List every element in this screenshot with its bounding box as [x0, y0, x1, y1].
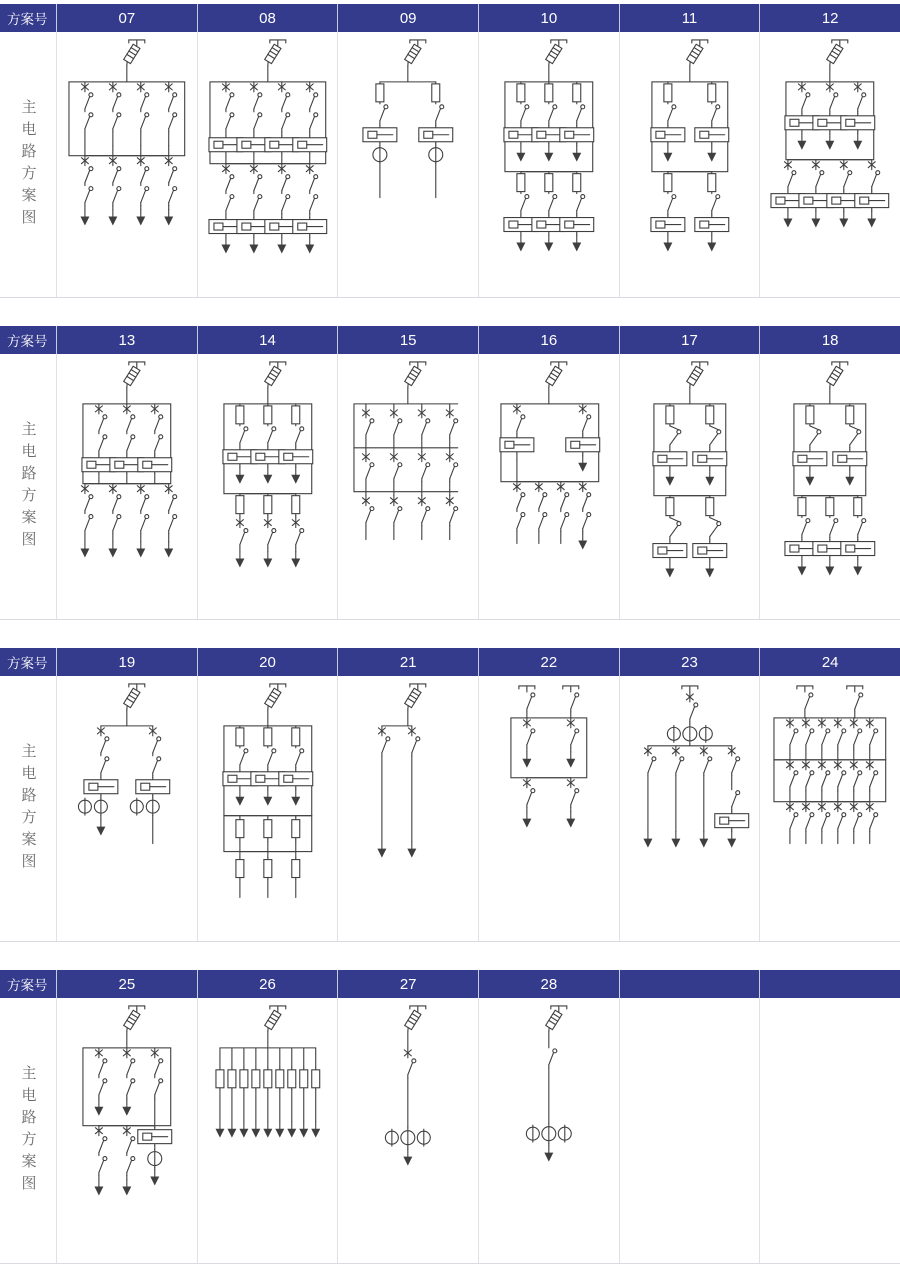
scheme-diagram-12	[759, 32, 900, 297]
scheme-body-row	[0, 676, 900, 942]
scheme-diagram-11	[619, 32, 760, 297]
main-circuit-label-cell	[0, 32, 56, 297]
scheme-header-row	[0, 648, 900, 676]
scheme-number-15: 15	[337, 326, 478, 354]
scheme-band-3	[0, 648, 900, 942]
scheme-diagram-15	[337, 354, 478, 619]
scheme-diagram-21	[337, 676, 478, 941]
scheme-number-07: 07	[56, 4, 197, 32]
empty-diagram-cell	[619, 998, 760, 1263]
header-scheme-number-label: 方案号	[0, 4, 56, 32]
main-circuit-label: 主电路方案图	[21, 743, 36, 875]
main-circuit-label: 主电路方案图	[21, 421, 36, 553]
header-scheme-number-label: 方案号	[0, 648, 56, 676]
scheme-number-19: 19	[56, 648, 197, 676]
scheme-number-22: 22	[478, 648, 619, 676]
scheme-band-2	[0, 326, 900, 620]
scheme-number-11: 11	[619, 4, 760, 32]
scheme-diagram-09	[337, 32, 478, 297]
main-circuit-label-cell	[0, 676, 56, 941]
empty-diagram-cell	[759, 998, 900, 1263]
scheme-number-12: 12	[759, 4, 900, 32]
scheme-number-21: 21	[337, 648, 478, 676]
scheme-diagram-14	[197, 354, 338, 619]
scheme-header-row	[0, 4, 900, 32]
scheme-diagram-16	[478, 354, 619, 619]
scheme-number-17: 17	[619, 326, 760, 354]
scheme-diagram-28	[478, 998, 619, 1263]
scheme-header-row	[0, 970, 900, 998]
scheme-diagram-18	[759, 354, 900, 619]
scheme-diagram-25	[56, 998, 197, 1263]
main-circuit-label: 主电路方案图	[21, 1065, 36, 1197]
scheme-diagram-20	[197, 676, 338, 941]
scheme-number-25: 25	[56, 970, 197, 998]
scheme-number-09: 09	[337, 4, 478, 32]
scheme-diagram-07	[56, 32, 197, 297]
main-circuit-label: 主电路方案图	[21, 99, 36, 231]
scheme-number-27: 27	[337, 970, 478, 998]
scheme-diagram-19	[56, 676, 197, 941]
scheme-diagram-26	[197, 998, 338, 1263]
scheme-number-24: 24	[759, 648, 900, 676]
scheme-diagram-23	[619, 676, 760, 941]
header-empty-cell	[759, 970, 900, 998]
scheme-diagram-17	[619, 354, 760, 619]
header-empty-cell	[619, 970, 760, 998]
scheme-body-row	[0, 32, 900, 298]
scheme-number-16: 16	[478, 326, 619, 354]
scheme-number-13: 13	[56, 326, 197, 354]
scheme-diagram-10	[478, 32, 619, 297]
scheme-body-row	[0, 998, 900, 1264]
scheme-diagram-24	[759, 676, 900, 941]
scheme-number-10: 10	[478, 4, 619, 32]
scheme-band-1	[0, 4, 900, 298]
scheme-diagram-22	[478, 676, 619, 941]
scheme-body-row	[0, 354, 900, 620]
scheme-diagram-08	[197, 32, 338, 297]
main-circuit-label-cell	[0, 354, 56, 619]
scheme-number-08: 08	[197, 4, 338, 32]
scheme-diagram-27	[337, 998, 478, 1263]
main-circuit-label-cell	[0, 998, 56, 1263]
scheme-number-20: 20	[197, 648, 338, 676]
scheme-number-28: 28	[478, 970, 619, 998]
header-scheme-number-label: 方案号	[0, 970, 56, 998]
scheme-diagram-13	[56, 354, 197, 619]
scheme-number-23: 23	[619, 648, 760, 676]
scheme-number-18: 18	[759, 326, 900, 354]
scheme-number-14: 14	[197, 326, 338, 354]
scheme-number-26: 26	[197, 970, 338, 998]
scheme-band-4	[0, 970, 900, 1264]
header-scheme-number-label: 方案号	[0, 326, 56, 354]
scheme-header-row	[0, 326, 900, 354]
